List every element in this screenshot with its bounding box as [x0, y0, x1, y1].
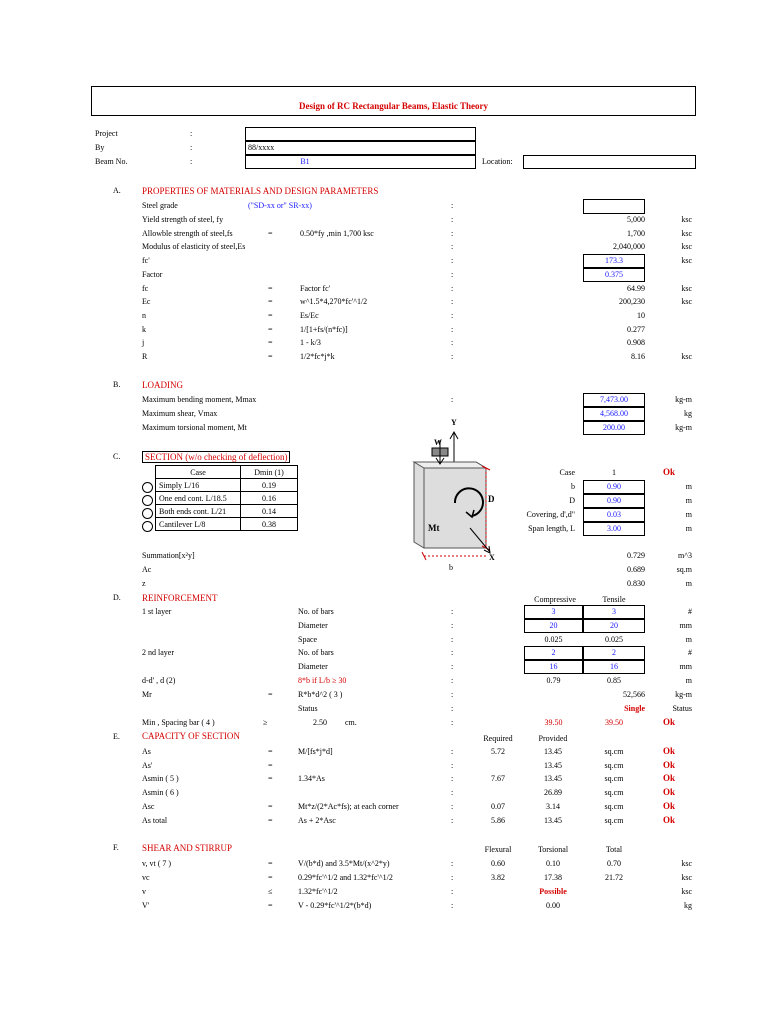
- row-unit: kg: [684, 409, 692, 418]
- torsional-header: Torsional: [537, 845, 569, 854]
- flexural-header: Flexural: [484, 845, 512, 854]
- row-formula: Mt*z/(2*Ac*fs); at each corner: [298, 802, 399, 811]
- row-formula: V - 0.29*fc'^1/2*(b*d): [298, 901, 372, 910]
- tensile-input[interactable]: 20: [583, 619, 645, 633]
- case-dmin: 0.19: [241, 479, 298, 492]
- by-field[interactable]: [245, 141, 476, 155]
- provided-value: 3.14: [546, 802, 560, 811]
- colon: :: [190, 129, 193, 138]
- row-unit: ksc: [681, 887, 692, 896]
- flexural-value: 3.82: [491, 873, 505, 882]
- case-radio-1[interactable]: [142, 482, 153, 493]
- colon: :: [451, 901, 454, 910]
- section-e-title: CAPACITY OF SECTION: [142, 731, 240, 741]
- row-value: 1,700: [627, 229, 645, 238]
- eq-sign: =: [268, 873, 273, 882]
- row-label: n: [142, 311, 146, 320]
- colon: :: [451, 774, 454, 783]
- row-label: vc: [142, 873, 150, 882]
- required-value: 7.67: [491, 774, 505, 783]
- eq-sign: =: [268, 761, 273, 770]
- row-unit: sq.cm: [604, 761, 624, 770]
- section-d-num: D.: [113, 593, 121, 602]
- case-dmin: 0.14: [241, 505, 298, 518]
- provided-value: 13.45: [544, 761, 562, 770]
- colon: :: [451, 887, 454, 896]
- eq-sign: =: [268, 352, 273, 361]
- row-label: v: [142, 887, 146, 896]
- eq-sign: =: [268, 802, 273, 811]
- row-value: 200,230: [619, 297, 645, 306]
- provided-value: 13.45: [544, 774, 562, 783]
- row-value: 5,000: [627, 215, 645, 224]
- provided-value: 13.45: [544, 747, 562, 756]
- value-input[interactable]: 0.90: [583, 494, 645, 508]
- row-formula: 1.34*As: [298, 774, 325, 783]
- eq-sign: =: [268, 229, 273, 238]
- row-label: Space: [298, 635, 318, 644]
- eq-sign: =: [268, 747, 273, 756]
- total-header: Total: [605, 845, 623, 854]
- row-label: j: [142, 338, 145, 347]
- case-dmin: 0.16: [241, 492, 298, 505]
- row-formula: 2.50: [313, 718, 327, 727]
- row-value: 0.689: [627, 565, 645, 574]
- case-dmin: 0.38: [241, 518, 298, 531]
- row-unit: kg-m: [675, 395, 692, 404]
- row-label: Status: [298, 704, 318, 713]
- colon: :: [451, 325, 454, 334]
- value-input[interactable]: 0.90: [583, 480, 645, 494]
- steel-grade-input[interactable]: [583, 199, 645, 214]
- row-formula: 0.50*fy ,min 1,700 ksc: [300, 229, 374, 238]
- tensile-input[interactable]: 2: [583, 646, 645, 660]
- row-unit: mm: [679, 662, 692, 671]
- row-unit: ksc: [681, 229, 692, 238]
- value-input[interactable]: 3.00: [583, 522, 645, 536]
- eq-sign: =: [268, 690, 273, 699]
- row-label: As': [142, 761, 153, 770]
- colon: :: [451, 311, 454, 320]
- case-name: One end cont. L/18.5: [156, 492, 241, 505]
- eq-sign: =: [268, 901, 273, 910]
- colon: :: [451, 201, 454, 210]
- beam-label: Beam No.: [95, 157, 128, 166]
- row-unit: kg: [684, 901, 692, 910]
- case-name: Cantilever L/8: [156, 518, 241, 531]
- row-value: 0.277: [627, 325, 645, 334]
- row-label: Diameter: [298, 662, 328, 671]
- value-input[interactable]: 0.375: [583, 268, 645, 282]
- colon: :: [451, 718, 454, 727]
- row-formula: w^1.5*4,270*fc'^1/2: [300, 297, 368, 306]
- value-input[interactable]: 4,568.00: [583, 407, 645, 421]
- colon: :: [451, 242, 454, 251]
- location-field[interactable]: [523, 155, 696, 169]
- compressive-value: 39.50: [544, 718, 563, 727]
- ok-badge: Ok: [663, 773, 676, 783]
- tensile-input[interactable]: 3: [583, 605, 645, 619]
- required-value: 0.07: [491, 802, 505, 811]
- row-formula: 1.32*fc'^1/2: [298, 887, 338, 896]
- torsional-value: 17.38: [544, 873, 562, 882]
- project-label: Project: [95, 129, 118, 138]
- ok-badge: Ok: [663, 815, 676, 825]
- row-label: Span length, L: [528, 524, 575, 533]
- case-name: Both ends cont. L/21: [156, 505, 241, 518]
- status-value: Single: [624, 704, 645, 713]
- by-label: By: [95, 143, 105, 152]
- colon: :: [451, 676, 454, 685]
- colon: :: [451, 802, 454, 811]
- row-label: Asc: [142, 802, 155, 811]
- tensile-input[interactable]: 16: [583, 660, 645, 674]
- row-label: Maximum torsional moment, Mt: [142, 423, 247, 432]
- row-unit: #: [688, 607, 692, 616]
- row-label: Ac: [142, 565, 152, 574]
- value-input[interactable]: 0.03: [583, 508, 645, 522]
- row-value: 10: [637, 311, 645, 320]
- case-table: [155, 465, 298, 531]
- torsional-value: Possible: [539, 887, 567, 896]
- ok-badge: Ok: [663, 760, 676, 770]
- row-label: Maximum shear, Vmax: [142, 409, 218, 418]
- row-unit: ksc: [681, 242, 692, 251]
- diagram-mt-label: Mt: [428, 523, 440, 533]
- ok-badge: Ok: [663, 787, 676, 797]
- diagram-x-label: X: [489, 553, 495, 562]
- factor-input[interactable]: [583, 268, 645, 282]
- required-value: 5.86: [491, 816, 505, 825]
- total-value: 0.70: [607, 859, 621, 868]
- section-a-title: PROPERTIES OF MATERIALS AND DESIGN PARAMETERS: [142, 186, 379, 196]
- colon: :: [451, 284, 454, 293]
- case-header: Case: [156, 466, 241, 479]
- diagram-d-label: D: [488, 494, 495, 504]
- row-value: 52,566: [623, 690, 645, 699]
- row-label: Asmin ( 5 ): [142, 774, 179, 783]
- row-label: Modulus of elasticity of steel,Es: [142, 242, 246, 251]
- section-d-title: REINFORCEMENT: [142, 593, 218, 603]
- row-label: No. of bars: [298, 607, 334, 616]
- row-label: Summation[x²y]: [142, 551, 195, 560]
- row-label: Diameter: [298, 621, 328, 630]
- row-value: 2,040,000: [613, 242, 645, 251]
- row-formula: Es/Ec: [300, 311, 319, 320]
- row-label: Asmin ( 6 ): [142, 788, 179, 797]
- row-unit: m: [685, 496, 692, 505]
- colon: :: [451, 229, 454, 238]
- row-label: Factor: [142, 270, 163, 279]
- compressive-input[interactable]: 2: [524, 646, 583, 660]
- compressive-input[interactable]: 20: [524, 619, 583, 633]
- eq-sign: =: [268, 297, 273, 306]
- torsional-value: 0.00: [546, 901, 560, 910]
- flexural-value: 0.60: [491, 859, 505, 868]
- row-unit: sq.cm: [604, 774, 624, 783]
- torsional-value: 0.10: [546, 859, 560, 868]
- row-unit: ksc: [681, 215, 692, 224]
- provided-header: Provided: [538, 734, 568, 743]
- section-c-title: SECTION (w/o checking of deflection): [142, 451, 290, 463]
- row-label: b: [571, 482, 575, 491]
- row-label: d-d' , d (2): [142, 676, 176, 685]
- row-unit: kg-m: [675, 423, 692, 432]
- eq-sign: =: [268, 859, 273, 868]
- colon: :: [451, 788, 454, 797]
- row-unit: #: [688, 648, 692, 657]
- row-value: 1: [612, 468, 616, 477]
- by-value: 88/xxxx: [248, 143, 275, 152]
- row-value: 0.908: [627, 338, 645, 347]
- tensile-header: Tensile: [602, 595, 626, 604]
- layer-2-label: 2 nd layer: [142, 648, 174, 657]
- row-unit: sq.cm: [604, 802, 624, 811]
- colon: :: [451, 859, 454, 868]
- row-unit: m: [685, 510, 692, 519]
- row-formula: Factor fc': [300, 284, 331, 293]
- colon: :: [451, 761, 454, 770]
- row-label: v, vt ( 7 ): [142, 859, 172, 868]
- row-formula: M/[fs*j*d]: [298, 747, 333, 756]
- row-formula: V/(b*d) and 3.5*Mt/(x^2*y): [298, 859, 390, 868]
- row-label: fc: [142, 284, 149, 293]
- case-radio-4[interactable]: [142, 521, 153, 532]
- row-unit: sq.cm: [604, 816, 624, 825]
- row-formula: 0.29*fc'^1/2 and 1.32*fc'^1/2: [298, 873, 393, 882]
- case-radio-3[interactable]: [142, 508, 153, 519]
- colon: :: [451, 256, 454, 265]
- row-unit: cm.: [345, 718, 357, 727]
- beam-section-diagram: [400, 418, 510, 568]
- row-value: 8.16: [631, 352, 645, 361]
- row-formula: 1/[1+fs/(n*fc)]: [300, 325, 348, 334]
- page-title: Design of RC Rectangular Beams, Elastic Theory: [299, 101, 488, 111]
- required-value: 5.72: [491, 747, 505, 756]
- row-formula: 1 - k/3: [300, 338, 321, 347]
- section-f-num: F.: [113, 843, 119, 852]
- ok-badge: Ok: [663, 801, 676, 811]
- beam-value: B1: [300, 157, 310, 166]
- location-label: Location:: [482, 157, 513, 166]
- row-label: k: [142, 325, 146, 334]
- eq-sign: =: [268, 816, 273, 825]
- eq-sign: =: [268, 311, 273, 320]
- row-formula: 1/2*fc*j*k: [300, 352, 335, 361]
- provided-value: 13.45: [544, 816, 562, 825]
- row-formula: 8*b if L/b ≥ 30: [298, 676, 347, 685]
- colon: :: [451, 747, 454, 756]
- total-value: 21.72: [605, 873, 623, 882]
- section-b-title: LOADING: [142, 380, 183, 390]
- section-f-title: SHEAR AND STIRRUP: [142, 843, 233, 853]
- row-unit: sq.m: [676, 565, 692, 574]
- row-unit: sq.cm: [604, 747, 624, 756]
- row-unit: m: [685, 482, 692, 491]
- colon: :: [451, 662, 454, 671]
- row-unit: m: [685, 676, 692, 685]
- compressive-input[interactable]: 3: [524, 605, 583, 619]
- required-header: Required: [483, 734, 513, 743]
- row-unit: kg-m: [675, 690, 692, 699]
- width-dimension: [422, 552, 486, 560]
- colon: :: [451, 395, 454, 404]
- row-label: As total: [142, 816, 168, 825]
- compressive-value: 0.025: [544, 635, 563, 644]
- eq-sign: =: [268, 774, 273, 783]
- colon: :: [190, 143, 193, 152]
- row-formula: As + 2*Asc: [298, 816, 336, 825]
- row-label: Allowble strength of steel,fs: [142, 229, 233, 238]
- row-label: z: [142, 579, 146, 588]
- diagram-b-label: b: [449, 563, 453, 572]
- row-unit: ksc: [681, 873, 692, 882]
- colon: :: [451, 215, 454, 224]
- ok-badge: Ok: [663, 467, 676, 477]
- row-unit: ksc: [681, 859, 692, 868]
- tensile-value: 0.85: [607, 676, 621, 685]
- row-unit: m: [685, 635, 692, 644]
- colon: :: [451, 635, 454, 644]
- row-label: Steel grade: [142, 201, 178, 210]
- compressive-header: Compressive: [534, 595, 576, 604]
- case-radio-2[interactable]: [142, 495, 153, 506]
- case-name: Simply L/16: [156, 479, 241, 492]
- row-formula: ("SD-xx or" SR-xx): [248, 201, 312, 210]
- colon: :: [451, 338, 454, 347]
- fc-prime-input[interactable]: [583, 254, 645, 268]
- colon: :: [451, 607, 454, 616]
- row-value: 64.99: [627, 284, 645, 293]
- compressive-input[interactable]: 16: [524, 660, 583, 674]
- colon: :: [451, 704, 454, 713]
- provided-value: 26.89: [544, 788, 562, 797]
- eq-sign: =: [268, 338, 273, 347]
- row-unit: ksc: [681, 297, 692, 306]
- row-label: Ec: [142, 297, 151, 306]
- row-label: Mr: [142, 690, 152, 699]
- colon: :: [451, 648, 454, 657]
- project-field[interactable]: [245, 127, 476, 141]
- eq-sign: =: [268, 325, 273, 334]
- value-input[interactable]: 7,473.00: [583, 393, 645, 407]
- colon: :: [451, 352, 454, 361]
- section-e-num: E.: [113, 732, 120, 741]
- row-unit: ksc: [681, 284, 692, 293]
- value-input[interactable]: 200.00: [583, 421, 645, 435]
- row-unit: ksc: [681, 256, 692, 265]
- value-input[interactable]: 173.3: [583, 254, 645, 268]
- section-c-num: C.: [113, 452, 121, 461]
- ok-badge: Ok: [663, 746, 676, 756]
- row-value: 0.729: [627, 551, 645, 560]
- row-label: R: [142, 352, 148, 361]
- row-label: fc': [142, 256, 150, 265]
- tensile-value: 0.025: [605, 635, 623, 644]
- row-label: Case: [559, 468, 575, 477]
- row-formula: R*b*d^2 ( 3 ): [298, 690, 343, 699]
- ok-badge: Ok: [663, 717, 676, 727]
- layer-1-label: 1 st layer: [142, 607, 172, 616]
- row-unit: m: [685, 579, 692, 588]
- row-unit: sq.cm: [604, 788, 624, 797]
- row-value: 0.830: [627, 579, 645, 588]
- colon: :: [451, 621, 454, 630]
- row-label: D: [569, 496, 575, 505]
- colon: :: [451, 690, 454, 699]
- eq-sign: ≥: [263, 718, 268, 727]
- eq-sign: ≤: [268, 887, 273, 896]
- dmin-header: Dmin (1): [241, 466, 298, 479]
- colon: :: [451, 873, 454, 882]
- diagram-w-label: W: [434, 438, 442, 447]
- row-label: Min , Spacing bar ( 4 ): [142, 718, 215, 727]
- section-b-num: B.: [113, 380, 121, 389]
- row-unit: m: [685, 524, 692, 533]
- row-unit: ksc: [681, 352, 692, 361]
- section-a-num: A.: [113, 186, 121, 195]
- row-label: V': [142, 901, 150, 910]
- colon: :: [451, 270, 454, 279]
- eq-sign: =: [268, 284, 273, 293]
- colon: :: [451, 816, 454, 825]
- row-label: No. of bars: [298, 648, 334, 657]
- tensile-value: 39.50: [605, 718, 623, 727]
- row-unit: mm: [679, 621, 692, 630]
- diagram-y-label: Y: [451, 418, 457, 427]
- row-label: Maximum bending moment, Mmax: [142, 395, 257, 404]
- compressive-value: 0.79: [546, 676, 561, 685]
- colon: :: [190, 157, 193, 166]
- colon: :: [451, 297, 454, 306]
- row-label: Covering, d',d": [526, 510, 575, 519]
- row-label: Yield strength of steel, fy: [142, 215, 224, 224]
- row-label: As: [142, 747, 151, 756]
- row-unit: m^3: [678, 551, 692, 560]
- row-unit: Status: [672, 704, 692, 713]
